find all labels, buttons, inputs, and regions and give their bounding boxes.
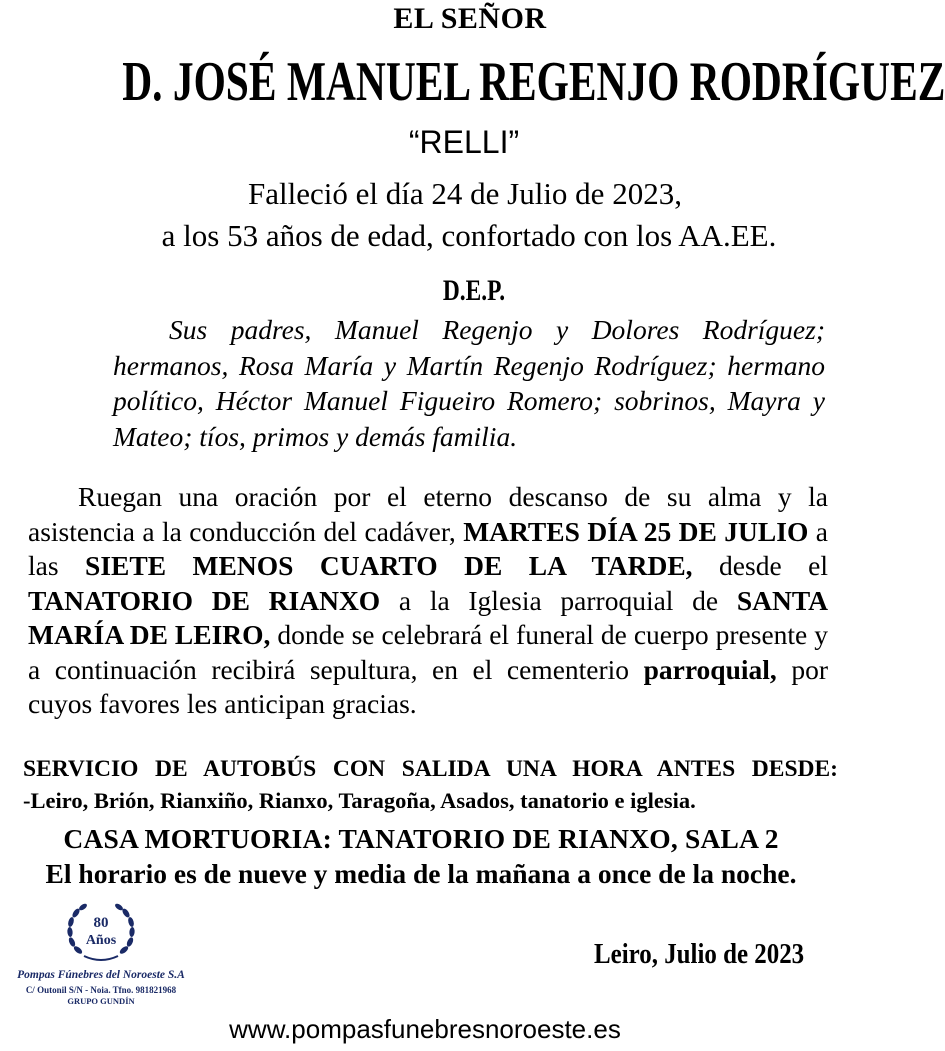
badge-number: 80 [93,915,109,931]
bus-service-heading: SERVICIO DE AUTOBÚS CON SALIDA UNA HORA ANTES DESDE: [23,756,838,782]
bus-stops-line: -Leiro, Brión, Rianxiño, Rianxo, Taragoña, Asados, tanatorio e iglesia. [23,788,696,813]
company-address: C/ Outonil S/N - Noia. Tfno. 981821968 [25,985,177,995]
funeral-church: SANTA MARÍA DE LEIRO, [28,584,828,650]
funeral-cemetery: parroquial, [643,653,777,685]
funeral-date: MARTES DÍA 25 DE JULIO [463,515,809,547]
death-date-line: Falleció el día 24 de Julio de 2023, [248,176,682,211]
company-logo [4,900,198,1010]
company-name: Pompas Fúnebres del Noroeste S.A [17,969,185,981]
death-age-line: a los 53 años de edad, confortado con los AA.EE. [161,218,777,253]
badge-text: Años [85,933,117,948]
family-paragraph: Sus padres, Manuel Regenjo y Dolores Rodríguez; hermanos, Rosa María y Martín Regenjo Rodríguez; hermano político, Héctor Manuel Figueiro Romero; sobrinos, Mayra y Mateo; tíos, primos y demás familia. [113,314,825,452]
website-link[interactable]: www.pompasfunebresnoroeste.es [229,1014,621,1044]
funeral-text-2: a las [28,515,828,581]
opening-hours-line: El horario es de nueve y media de la mañana a once de la noche. [45,858,797,889]
funeral-time: SIETE MENOS CUARTO DE LA TARDE, [85,550,693,581]
laurel-badge-icon [62,900,140,966]
funeral-text-3: desde el [692,550,828,581]
deceased-name: D. JOSÉ MANUEL REGENJO RODRÍGUEZ [122,51,945,113]
funeral-text-5: donde se celebrará el funeral de cuerpo presente y a continuación recibirá sepultura, en el cementerio [28,619,828,685]
funeral-text-4: a la Iglesia parroquial de [380,584,737,616]
place-and-date: Leiro, Julio de 2023 [594,938,805,970]
nickname: “RELLI” [408,124,520,160]
company-group: GRUPO GUNDÍN [67,996,135,1006]
funeral-origin: TANATORIO DE RIANXO [28,584,381,616]
honorific-heading: EL SEÑOR [393,2,547,35]
rip-heading: D.E.P. [442,274,506,307]
casa-mortuoria-line: CASA MORTUORIA: TANATORIO DE RIANXO, SALA 2 [63,823,779,854]
funeral-text-1: Ruegan una oración por el eterno descanso de su alma y la asistencia a la conducción del cadáver, [28,481,828,547]
funeral-paragraph [28,480,828,722]
funeral-text-6: por cuyos favores les anticipan gracias. [28,653,828,719]
